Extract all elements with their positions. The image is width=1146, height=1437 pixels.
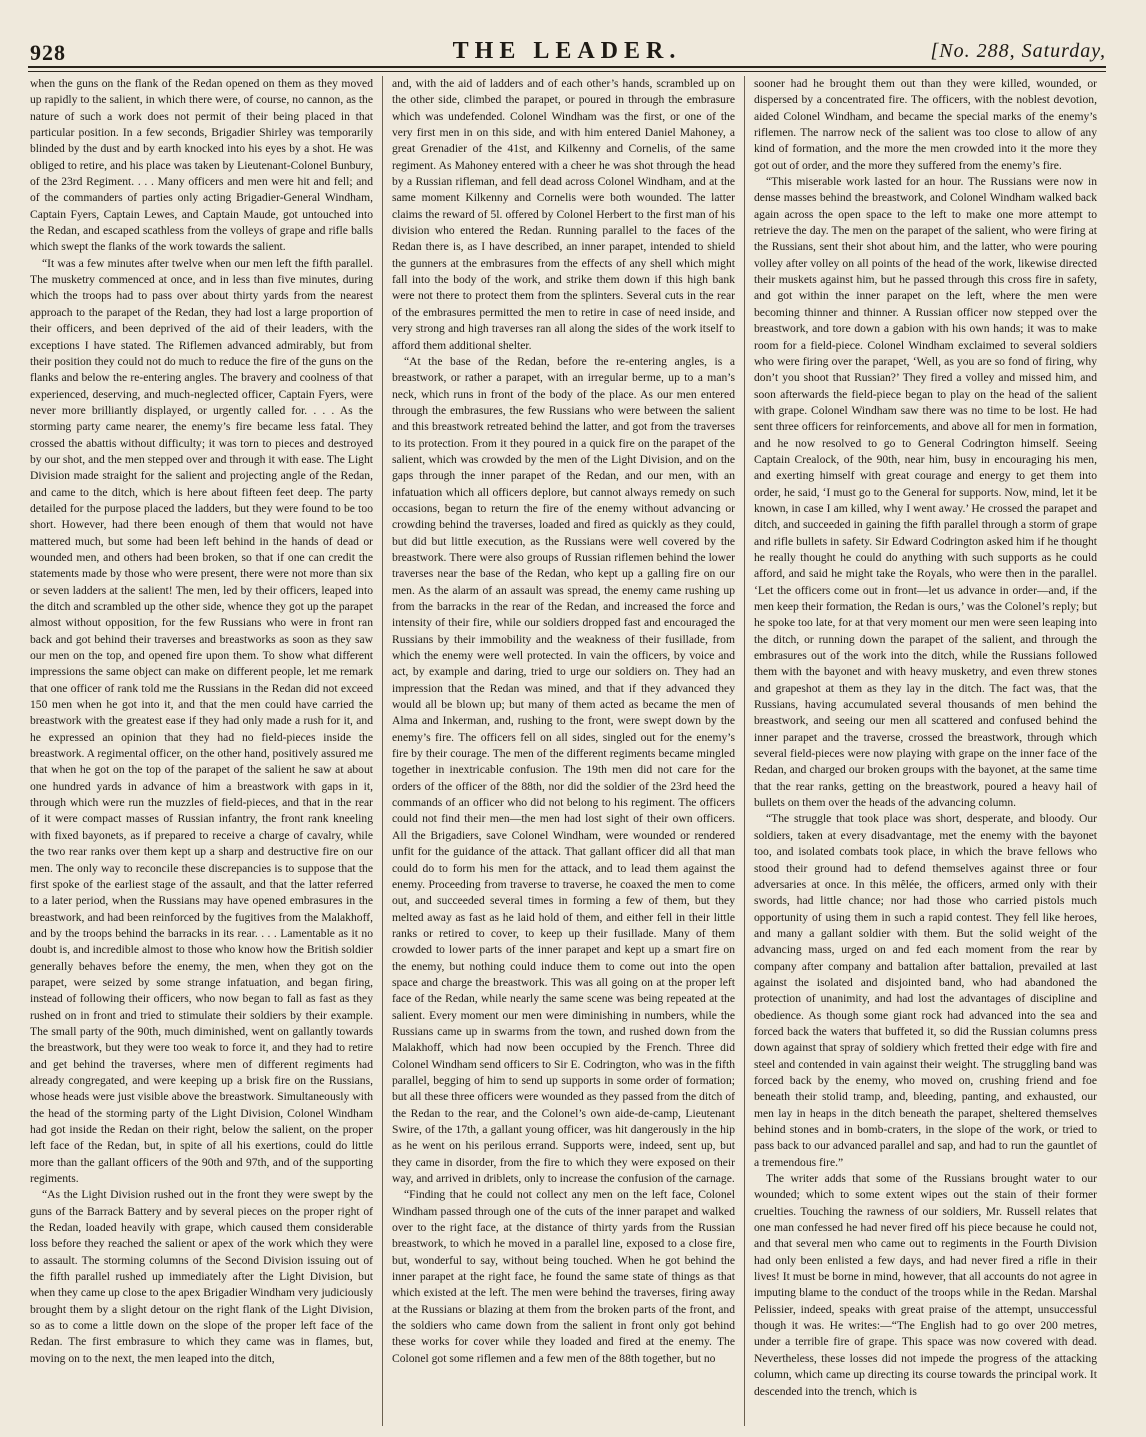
paragraph: sooner had he brought them out than they were killed, wounded, or dispersed by a concentrated fire. The officers, with the noblest devotion, aided Colonel Windham, and became the special marks of the enemy’s riflemen. The narrow neck of the salient was too close to allow of any kind of formation, and the more the men crowded into it the more they got out of order, and the more they suffered from the enemy’s fire. <box>754 77 1097 172</box>
paragraph: “The struggle that took place was short, desperate, and bloody. Our soldiers, taken at every disadvantage, met the enemy with the bayonet too, and isolated combats took place, in which the brave fellows who stood their ground had to defend themselves against three or four adversaries at once. In this mêlée, the officers, armed only with their swords, had little chance; nor had those who carried pistols much opportunity of using them in such a rapid contest. They fell like heroes, and many a gallant soldier with them. But the solid weight of the advancing mass, urged on and fed each moment from the rear by company after company and battalion after battalion, prevailed at last against the isolated and disjointed band, who had abandoned the protection of unanimity, and had lost the advantages of discipline and obedience. As though some giant rock had advanced into the sea and forced back the waters that buffeted it, so did the Russian columns press down against that spray of soldiery which fretted their edge with fire and steel and contended in vain against their weight. The struggling band was forced back by the enemy, who moved on, crushing friend and foe beneath their stolid tramp, and, bleeding, panting, and exhausted, our men lay in heaps in the ditch beneath the parapet, sheltered themselves behind stones and in bomb-craters, in the slope of the work, or tried to pass back to our advanced parallel and sap, and had to run the gauntlet of a tremendous fire.” <box>754 812 1097 1169</box>
issue-info: [No. 288, Saturday, <box>930 40 1106 62</box>
masthead <box>28 26 1106 68</box>
paragraph: “It was a few minutes after twelve when our men left the fifth parallel. The musketry commenced at once, and in less than five minutes, during which the troops had to pass over about thirty yards from the nearest approach to the parapet of the Redan, they had lost a large proportion of their officers, and been deprived of the aid of their leaders, with the exceptions I have stated. The Riflemen advanced admirably, but from their position they could not do much to reduce the fire of the guns on the flanks and below the re-entering angles. The bravery and coolness of that experienced, deserving, and much-neglected officer, Captain Fyers, were never more brilliantly displayed, or urgently called for. . . . As the storming party came nearer, the enemy’s fire became less fatal. They crossed the abattis without difficulty; it was torn to pieces and destroyed by our shot, and the men stepped over and through it with ease. The Light Division made straight for the salient and projecting angle of the Redan, and came to the ditch, which is here about fifteen feet deep. The party detailed for the purpose placed the ladders, but they were found to be too short. However, had there been enough of them that would not have mattered much, but some had been left behind in the hands of dead or wounded men, and others had been broken, so that if one can credit the statements made by those who were present, there were not more than six or seven ladders at the salient! The men, led by their officers, leaped into the ditch and scrambled up the other side, whence they got up the parapet almost without opposition, for the few Russians who were in front ran back and got behind their traverses and breastworks as soon as they saw our men on the top, and opened fire upon them. To show what different impressions the same object can make on different people, let me remark that one officer of rank told me the Russians in the Redan did not exceed 150 men when he got into it, and that the men could have carried the breastwork with the greatest ease if they had only made a rush for it, and he expressed an opinion that they had no field-pieces inside the breastwork. A regimental officer, on the other hand, positively assured me that when he got on the top of the parapet of the salient he saw at about one hundred yards in advance of him a breastwork with gaps in it, through which were run the muzzles of field-pieces, and that in the rear of it were compact masses of Russian infantry, the front rank kneeling with fixed bayonets, as if prepared to receive a charge of cavalry, while the two rear ranks over them kept up a sharp and destructive fire on our men. The only way to reconcile these discrepancies is to suppose that the first spoke of the earliest stage of the assault, and that the latter referred to a later period, when the Russians may have opened embrasures in the breastwork, and had been reinforced by the fugitives from the Malakhoff, and by the troops behind the barracks in its rear. . . . Lamentable as it no doubt is, and incredible almost to those who know how the British soldier generally behaves before the enemy, the men, when they got on the parapet, were seized by some strange infatuation, and began firing, instead of following their officers, who now began to fall as fast as they rushed on in front and tried to stimulate their soldiers by their example. The small party of the 90th, much diminished, went on gallantly towards the breastwork, but they were too weak to force it, and they had to retire and get behind the traverses, where men of different regiments had already congregated, and were keeping up a brisk fire on the Russians, whose heads were just visible above the breastwork. Simultaneously with the head of the storming party of the Light Division, Colonel Windham had got inside the Redan on their right, below the salient, on the proper left face of the Redan, but, in spite of all his exertions, could do little more than the gallant officers of the 90th and 97th, and of the supporting regiments. <box>30 256 373 1186</box>
paragraph: “At the base of the Redan, before the re-entering angles, is a breastwork, or rather a parapet, with an irregular berme, up to a man’s neck, which runs in front of the body of the place. As our men entered through the embrasures, the few Russians who were between the salient and this breastwork retreated behind the latter, and got from the traverses to its protection. From it they poured in a quick fire on the parapet of the salient, which was crowded by the men of the Light Division, and on the gaps through the inner parapet of the Redan, and our men, with an infatuation which all officers deplore, but cannot always remedy on such occasions, began to return the fire of the enemy without advancing or crowding behind the traverses, loaded and fired as quickly as they could, but did but little execution, as the Russians were well covered by the breastwork. There were also groups of Russian riflemen behind the lower traverses near the base of the Redan, who kept up a galling fire on our men. As the alarm of an assault was spread, the enemy came rushing up from the barracks in the rear of the Redan, and increased the force and intensity of their fire, while our soldiers dropped fast and encouraged the Russians by their immobility and the weakness of their fusillade, from which the enemy were well protected. In vain the officers, by voice and act, by example and daring, tried to urge our soldiers on. They had an impression that the Redan was mined, and that if they advanced they would all be blown up; but many of them acted as became the men of Alma and Inkerman, and, rushing to the front, were swept down by the enemy’s fire. The officers fell on all sides, singled out for the enemy’s fire by their courage. The men of the different regiments became mingled together in inextricable confusion. The 19th men did not care for the orders of the officer of the 88th, nor did the soldier of the 23rd heed the commands of an officer who did not belong to his regiment. The officers could not find their men—the men had lost sight of their own officers. All the Brigadiers, save Colonel Windham, were wounded or rendered unfit for the guidance of the attack. That gallant officer did all that man could do to form his men for the attack, and to lead them against the enemy. Proceeding from traverse to traverse, he coaxed the men to come out, and succeeded several times in forming a few of them, but they melted away as fast as he laid hold of them, and either fell in their little ranks or retired to cover, to keep up their fusillade. Many of them crowded to lower parts of the inner parapet and kept up a smart fire on the enemy, but nothing could induce them to come out into the open space and charge the breastwork. This was all going on at the proper left face of the Redan, while nearly the same scene was being repeated at the salient. Every moment our men were diminishing in numbers, while the Russians came up in swarms from the town, and rushed down from the Malakhoff, which had now been occupied by the French. Three did Colonel Windham send officers to Sir E. Codrington, who was in the fifth parallel, begging of him to send up supports in some order of formation; but all these three officers were wounded as they passed from the ditch of the Redan to the rear, and the Colonel’s own aide-de-camp, Lieutenant Swire, of the 17th, a gallant young officer, was hit dangerously in the hip as he went on his perilous errand. Supports were, indeed, sent up, but they came in disorder, from the fire to which they were exposed on their way, and arrived in driblets, only to increase the confusion of the carnage. <box>392 354 735 1186</box>
column-3 <box>744 76 1106 1426</box>
paragraph: and, with the aid of ladders and of each other’s hands, scrambled up on the other side, climbed the parapet, or poured in through the embrasure which was undefended. Colonel Windham was the first, or one of the very first men in on this side, and with him entered Daniel Mahoney, a great Grenadier of the 41st, and Kilkenny and Cornelis, of the same regiment. As Mahoney entered with a cheer he was shot through the head by a Russian rifleman, and fell dead across Colonel Windham, and at the same moment Kilkenny and Cornelis were both wounded. The latter claims the reward of 5l. offered by Colonel Herbert to the first man of his division who entered the Redan. Running parallel to the faces of the Redan there is, as I have described, an inner parapet, intended to shield the gunners at the embrasures from the effects of any shell which might fall into the body of the work, and strike them down if this high bank were not there to protect them from the splinters. Several cuts in the rear of the embrasures permitted the men to retire in case of need inside, and very strong and high traverses ran all along the sides of the work itself to afford them additional shelter. <box>392 77 735 352</box>
column-1 <box>28 76 382 1426</box>
paragraph: “Finding that he could not collect any men on the left face, Colonel Windham passed through one of the cuts of the inner parapet and walked over to the right face, at the distance of thirty yards from the Russian breastwork, to which he moved in a parallel line, exposed to a close fire, but, wonderful to say, without being touched. When he got behind the inner parapet at the right face, he found the same state of things as that which existed at the left. The men were behind the traverses, firing away at the Russians or blazing at them from the broken parts of the front, and the soldiers who came down from the salient in front only got behind these works for cover while they loaded and fired at the enemy. The Colonel got some riflemen and a few men of the 88th together, but no <box>392 1188 735 1365</box>
article-columns <box>28 76 1106 1426</box>
header-rule <box>28 71 1106 72</box>
paper-title: THE LEADER. <box>452 38 682 64</box>
column-2 <box>382 76 744 1426</box>
paragraph: “As the Light Division rushed out in the front they were swept by the guns of the Barrack Battery and by several pieces on the proper right of the Redan, loaded heavily with grape, which caused them considerable loss before they reached the salient or apex of the work which they were to assault. The storming columns of the Second Division issuing out of the fifth parallel rushed up immediately after the Light Division, but when they came up close to the apex Brigadier Windham very judiciously brought them by a slight detour on the right flank of the Light Division, so as to come a little down on the slope of the proper left face of the Redan. The first embrasure to which they came was in flames, but, moving on to the next, the men leaped into the ditch, <box>30 1188 373 1365</box>
paragraph: when the guns on the flank of the Redan opened on them as they moved up rapidly to the salient, in which there were, of course, no cannon, as the nature of such a work does not permit of their being placed in that particular position. In a few seconds, Brigadier Shirley was temporarily blinded by the dust and by earth knocked into his eyes by a shot. He was obliged to retire, and his place was taken by Lieutenant-Colonel Bunbury, of the 23rd Regiment. . . . Many officers and men were hit and fell; and of the commanders of parties only acting Brigadier-General Windham, Captain Fyers, Captain Lewes, and Captain Maude, got untouched into the Redan, and escaped scathless from the volleys of grape and rifle balls which swept the flanks of the work towards the salient. <box>30 77 373 254</box>
page-number: 928 <box>30 40 66 65</box>
paragraph: “This miserable work lasted for an hour. The Russians were now in dense masses behind the breastwork, and Colonel Windham walked back again across the open space to the left to make one more attempt to retrieve the day. The men on the parapet of the salient, who were firing at the Russians, sent their shot about him, and the latter, who were pouring volley after volley on all points of the head of the work, likewise directed their muskets against him, but he passed through this cross fire in safety, and got within the inner parapet on the left, where the men were becoming thinner and thinner. A Russian officer now stepped over the breastwork, and tore down a gabion with his own hands; it was to make room for a field-piece. Colonel Windham exclaimed to several soldiers who were firing over the parapet, ‘Well, as you are so fond of firing, why don’t you shoot that Russian?’ They fired a volley and missed him, and soon afterwards the field-piece began to play on the head of the salient with grape. Colonel Windham saw there was no time to be lost. He had sent three officers for reinforcements, and above all for men in formation, and he now resolved to go to General Codrington himself. Seeing Captain Crealock, of the 90th, near him, busy in encouraging his men, and exerting himself with great courage and energy to get them into order, he said, ‘I must go to the General for supports. Now, mind, let it be known, in case I am killed, why I went away.’ He crossed the parapet and ditch, and succeeded in gaining the fifth parallel through a storm of grape and rifle bullets in safety. Sir Edward Codrington asked him if he thought he really thought he could do anything with such supports as he could afford, and said he might take the Royals, who were then in the parallel. ‘Let the officers come out in front—let us advance in order—and, if the men keep their formation, the Redan is ours,’ was the Colonel’s reply; but he spoke too late, for at that very moment our men were seen leaping into the ditch, or running down the parapet of the salient, and through the embrasures out of the work into the ditch, while the Russians followed them with the bayonet and with heavy musketry, and even threw stones and grapeshot at them as they lay in the ditch. The fact was, that the Russians, having accumulated several thousands of men behind the breastwork, and seeing our men all scattered and confused behind the inner parapet and the traverse, crossed the breastwork, through which several field-pieces were now playing with grape on the inner face of the Redan, and charged our broken groups with the bayonet, at the same time that the rear ranks, getting on the breastwork, poured a heavy hail of bullets on them over the heads of the advancing column. <box>754 175 1097 810</box>
paragraph: The writer adds that some of the Russians brought water to our wounded; which to some extent wipes out the stain of their former cruelties. Touching the rawness of our soldiers, Mr. Russell relates that one man confessed he had never fired off his piece because he could not, and that several men who came out to regiments in the Fourth Division had only been enlisted a few days, and had never fired a rifle in their lives! It must be borne in mind, however, that all accounts do not agree in imputing blame to the conduct of the troops while in the Redan. Marshal Pelissier, indeed, speaks with great praise of the attempt, unsuccessful though it was. He writes:—“The English had to go over 200 metres, under a terrible fire of grape. This space was now covered with dead. Nevertheless, these losses did not impede the progress of the attacking column, which came up directing its course towards the principal work. It descended into the trench, which is <box>754 1172 1097 1398</box>
